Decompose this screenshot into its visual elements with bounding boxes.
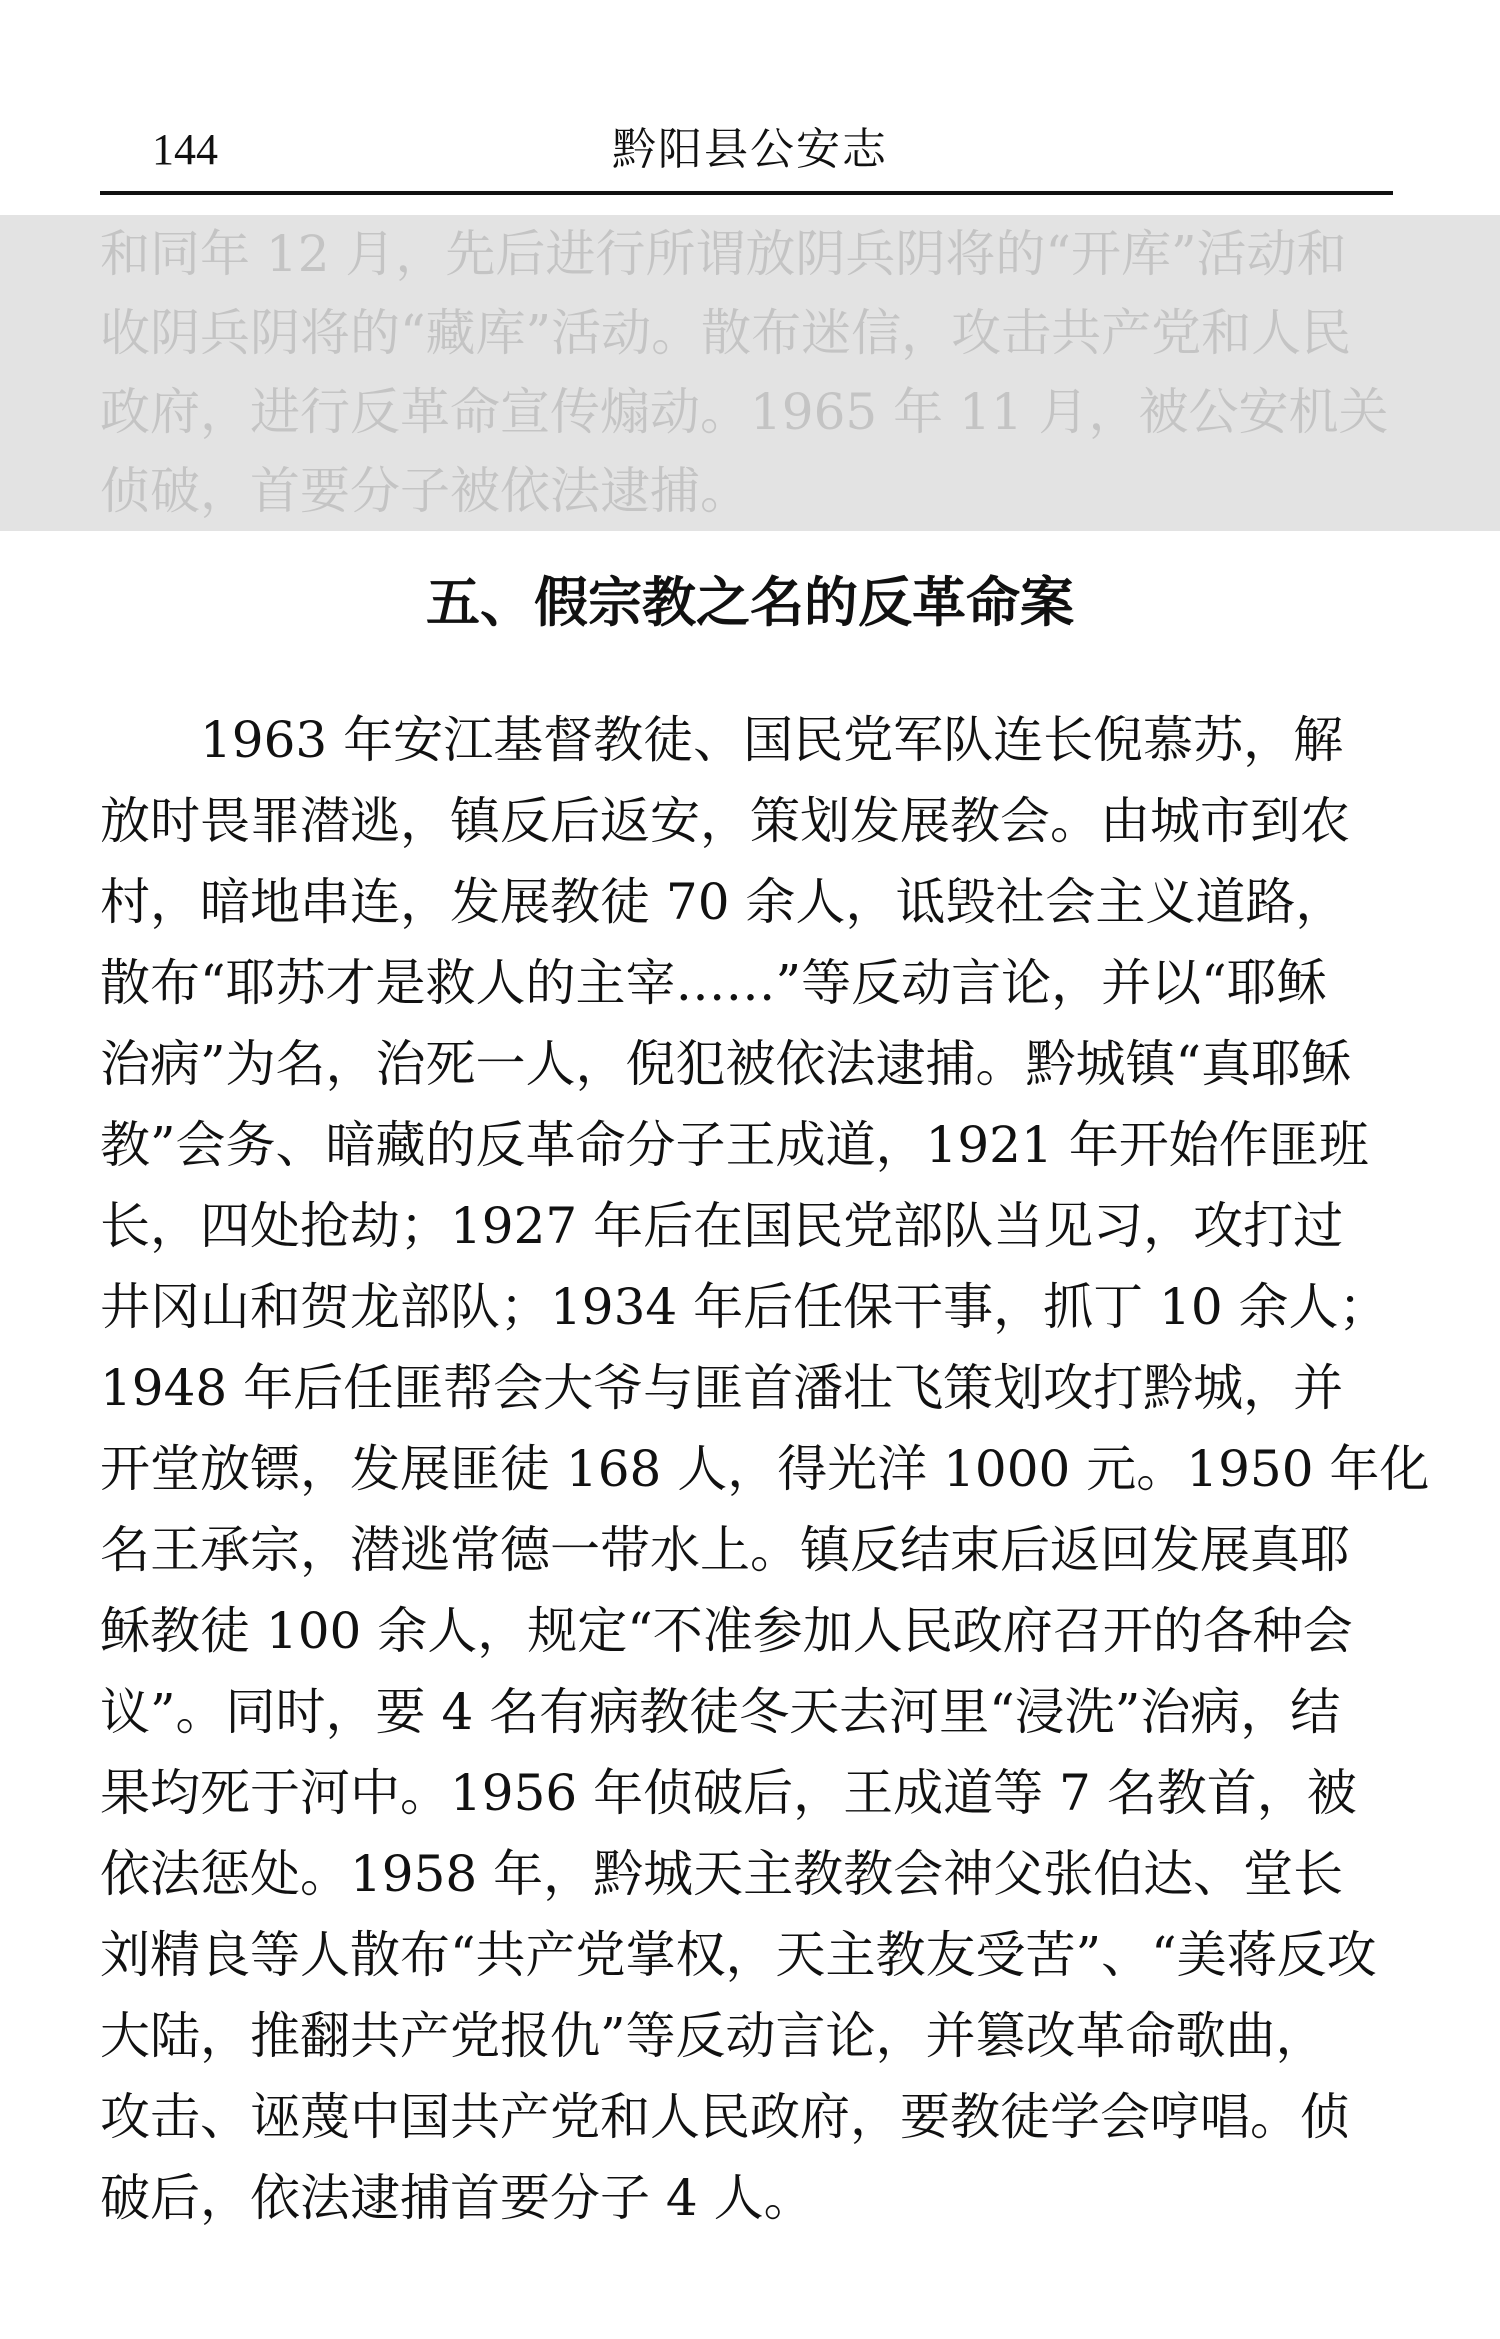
text-line: 果均死于河中。1956 年侦破后，王成道等 7 名教首，被 xyxy=(100,1764,1357,1822)
text-line: 收阴兵阴将的“藏库”活动。散布迷信，攻击共产党和人民 xyxy=(100,304,1352,362)
text-line: 长，四处抢劫；1927 年后在国民党部队当见习，攻打过 xyxy=(100,1197,1344,1255)
text-line: 破后，依法逮捕首要分子 4 人。 xyxy=(100,2169,814,2227)
text-line: 教”会务、暗藏的反革命分子王成道，1921 年开始作匪班 xyxy=(100,1116,1369,1174)
page-number: 144 xyxy=(152,125,218,174)
section-heading: 五、假宗教之名的反革命案 xyxy=(426,571,1074,634)
text-line: 依法惩处。1958 年，黔城天主教教会神父张伯达、堂长 xyxy=(100,1845,1344,1903)
text-line: 放时畏罪潜逃，镇反后返安，策划发展教会。由城市到农 xyxy=(100,792,1350,850)
text-line: 名王承宗，潜逃常德一带水上。镇反结束后返回发展真耶 xyxy=(100,1521,1350,1579)
text-line: 1963 年安江基督教徒、国民党军队连长倪慕苏，解 xyxy=(100,711,1344,769)
text-line: 政府，进行反革命宣传煽动。1965 年 11 月，被公安机关 xyxy=(100,383,1389,441)
body-paragraph xyxy=(100,700,1430,2239)
header-rule xyxy=(100,191,1393,195)
text-line: 散布“耶苏才是救人的主宰……”等反动言论，并以“耶稣 xyxy=(100,954,1327,1012)
text-line: 开堂放镖，发展匪徒 168 人，得光洋 1000 元。1950 年化 xyxy=(100,1440,1430,1498)
text-line: 攻击、诬蔑中国共产党和人民政府，要教徒学会哼唱。侦 xyxy=(100,2088,1350,2146)
text-line: 刘精良等人散布“共产党掌权，天主教友受苦”、“美蒋反攻 xyxy=(100,1926,1377,1984)
text-line: 议”。同时，要 4 名有病教徒冬天去河里“浸洗”治病，结 xyxy=(100,1683,1341,1741)
faded-carryover-block xyxy=(0,215,1500,531)
running-head-title: 黔阳县公安志 xyxy=(612,124,888,175)
text-line: 治病”为名，治死一人，倪犯被依法逮捕。黔城镇“真耶稣 xyxy=(100,1035,1352,1093)
text-line: 侦破，首要分子被依法逮捕。 xyxy=(100,462,750,520)
text-line: 和同年 12 月，先后进行所谓放阴兵阴将的“开库”活动和 xyxy=(100,225,1347,283)
text-line: 稣教徒 100 余人，规定“不准参加人民政府召开的各种会 xyxy=(100,1602,1353,1660)
text-line: 大陆，推翻共产党报仇”等反动言论，并篡改革命歌曲， xyxy=(100,2007,1326,2065)
text-line: 1948 年后任匪帮会大爷与匪首潘壮飞策划攻打黔城，并 xyxy=(100,1359,1344,1417)
text-line: 井冈山和贺龙部队；1934 年后任保干事，抓丁 10 余人； xyxy=(100,1278,1389,1336)
carryover-text xyxy=(100,215,1393,531)
text-line: 村，暗地串连，发展教徒 70 余人，诋毁社会主义道路， xyxy=(100,873,1346,931)
